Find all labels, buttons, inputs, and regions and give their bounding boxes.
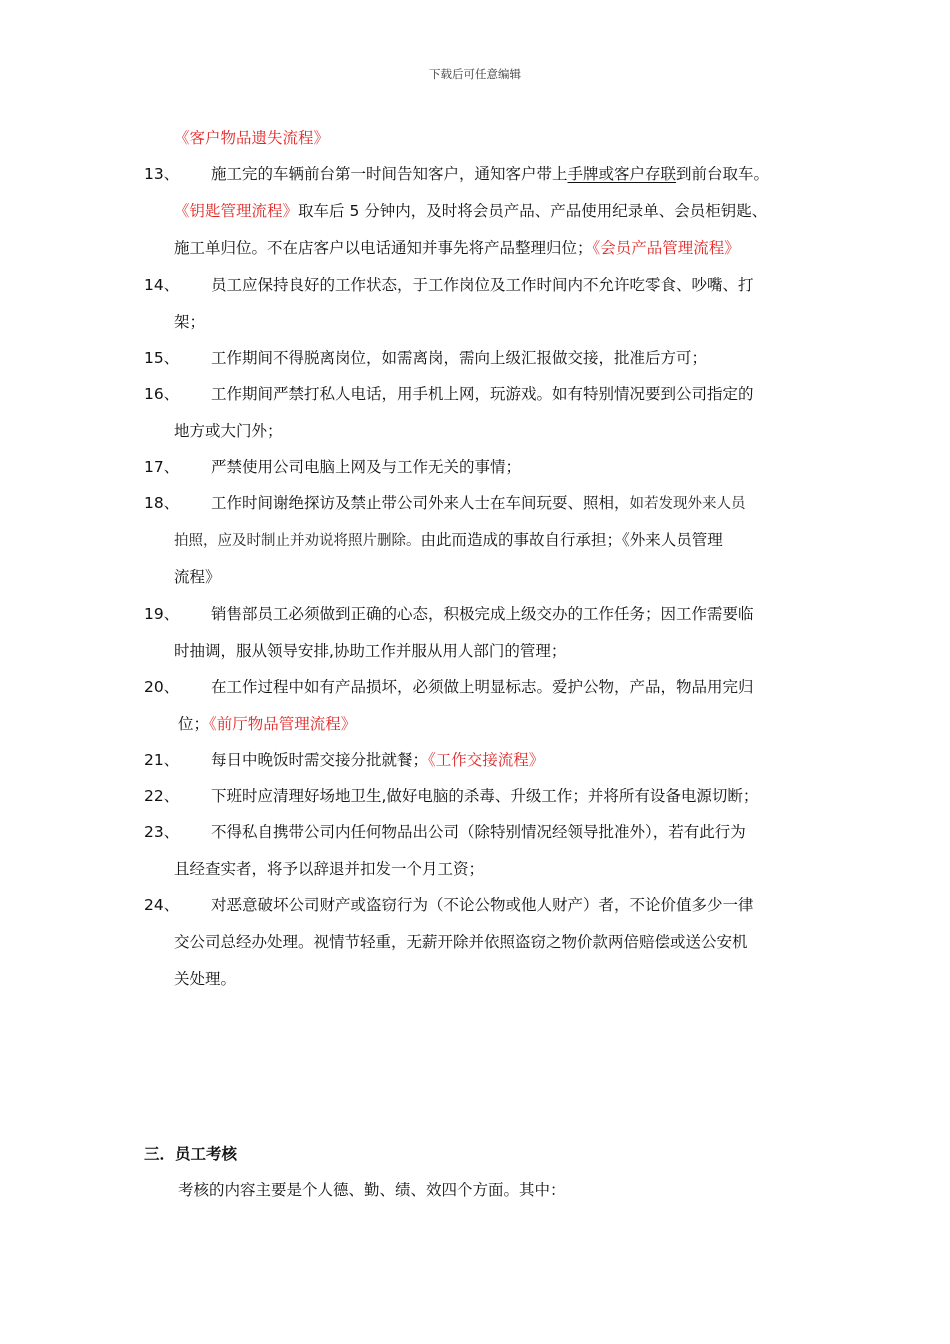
list-item-24-line1: 对恶意破坏公司财产或盗窃行为（不论公物或他人财产）者，不论价值多少一律	[211, 896, 754, 914]
list-item-17-line1: 严禁使用公司电脑上网及与工作无关的事情；	[211, 458, 522, 476]
item-text: 工作时间谢绝探访及禁止带公司外来人士在车间玩耍、照相，	[211, 494, 630, 512]
item-number: 15、	[144, 349, 180, 367]
list-item-18-line2	[174, 530, 723, 551]
underlined-text: 手牌或客户存联	[567, 165, 677, 183]
list-item-18-line3: 流程》	[174, 568, 221, 586]
flow-link-front-hall-items: 《前厅物品管理流程》	[209, 715, 357, 733]
flow-link-key-management: 《钥匙管理流程》	[174, 202, 299, 220]
list-item-20-line2	[178, 714, 356, 734]
item-text: 到前台取车。	[676, 165, 770, 183]
item-number: 23、	[144, 823, 180, 841]
item-text: 每日中晚饭时需交接分批就餐；	[211, 751, 429, 769]
item-text: 由此而造成的事故自行承担；《外来人员管理	[420, 531, 723, 549]
item-text: 施工单归位。不在店客户以电话通知并事先将产品整理归位；	[174, 239, 593, 257]
item-number: 13、	[144, 165, 180, 183]
list-item-24-line3: 关处理。	[174, 970, 237, 988]
item-number: 21、	[144, 751, 180, 769]
item-number: 17、	[144, 458, 180, 476]
item-number: 22、	[144, 787, 180, 805]
page-header: 下载后可任意编辑	[429, 67, 521, 81]
item-number: 24、	[144, 896, 180, 914]
list-item-24-line2: 交公司总经办处理。视情节轻重，无薪开除并依照盗窃之物价款两倍赔偿或送公安机	[174, 933, 748, 951]
flow-link-lost-items: 《客户物品遗失流程》	[174, 129, 330, 147]
item-number: 18、	[144, 494, 180, 512]
item-text: 施工完的车辆前台第一时间告知客户，通知客户带上	[211, 165, 568, 183]
item-text: 位；	[178, 715, 210, 733]
list-item-19-line1: 销售部员工必须做到正确的心态，积极完成上级交办的工作任务；因工作需要临	[211, 605, 754, 623]
list-item-23-line1: 不得私自携带公司内任何物品出公司（除特别情况经领导批准外），若有此行为	[211, 823, 746, 841]
list-item-13-line2	[174, 201, 767, 221]
list-item-13-line1	[211, 164, 769, 184]
list-item-22-line1: 下班时应清理好场地卫生,做好电脑的杀毒、升级工作；并将所有设备电源切断；	[211, 787, 759, 805]
flow-link-handover: 《工作交接流程》	[428, 751, 545, 769]
item-text-serif: 如若发现外来人员	[629, 496, 746, 512]
list-item-18-line1	[211, 493, 746, 514]
item-number: 19、	[144, 605, 180, 623]
item-number: 20、	[144, 678, 180, 696]
list-item-16-line2: 地方或大门外；	[174, 422, 283, 440]
list-item-21-line1	[211, 750, 544, 770]
item-number: 16、	[144, 385, 180, 403]
flow-link-member-products: 《会员产品管理流程》	[592, 239, 740, 257]
section-heading: 三．员工考核	[144, 1145, 238, 1163]
list-item-14-line1: 员工应保持良好的工作状态，于工作岗位及工作时间内不允许吃零食、吵嘴、打	[211, 276, 754, 294]
list-item-19-line2: 时抽调，服从领导安排,协助工作并服从用人部门的管理；	[174, 642, 567, 660]
section-intro: 考核的内容主要是个人德、勤、绩、效四个方面。其中：	[178, 1181, 566, 1199]
list-item-14-line2: 架；	[174, 313, 206, 331]
item-text-serif: 拍照，应及时制止并劝说将照片删除。	[174, 533, 421, 549]
list-item-15-line1: 工作期间不得脱离岗位，如需离岗，需向上级汇报做交接，批准后方可；	[211, 349, 708, 367]
list-item-16-line1: 工作期间严禁打私人电话，用手机上网，玩游戏。如有特别情况要到公司指定的	[211, 385, 754, 403]
item-text: 取车后 5 分钟内，及时将会员产品、产品使用纪录单、会员柜钥匙、	[298, 202, 768, 220]
item-number: 14、	[144, 276, 180, 294]
list-item-20-line1: 在工作过程中如有产品损坏，必须做上明显标志。爱护公物，产品，物品用完归	[211, 678, 754, 696]
list-item-13-line3	[174, 238, 740, 258]
list-item-23-line2: 且经查实者，将予以辞退并扣发一个月工资；	[174, 860, 485, 878]
